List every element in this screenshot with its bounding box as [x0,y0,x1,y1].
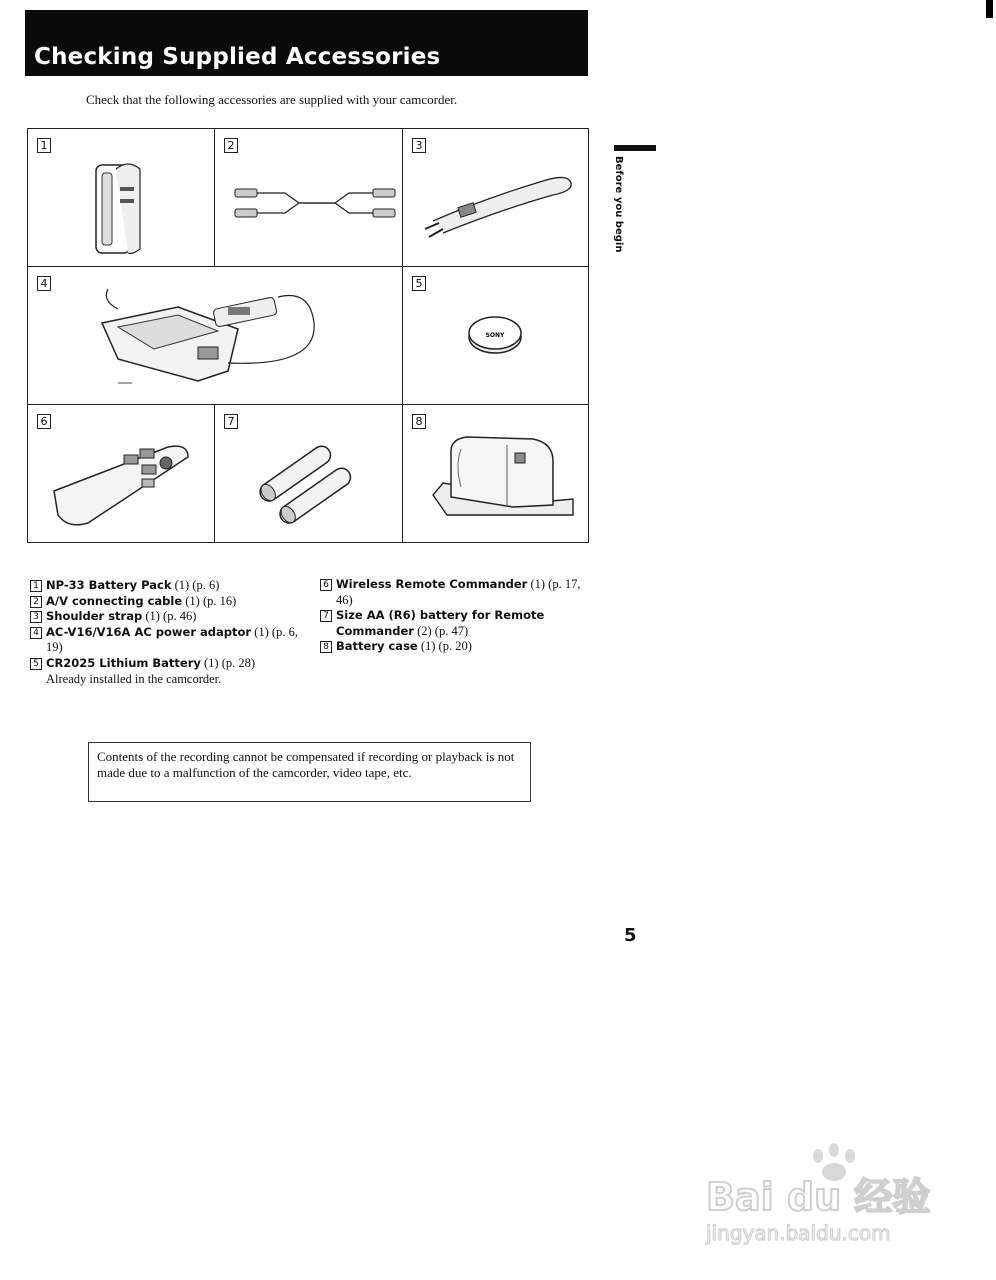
list-item-note: Already installed in the camcorder. [46,671,222,686]
cell-number: 1 [37,138,51,153]
list-item: 1 NP-33 Battery Pack (1) (p. 6) [30,578,315,594]
side-tab-label: Before you begin [613,156,624,253]
list-item: 8 Battery case (1) (p. 20) [320,639,590,655]
list-item: 5 CR2025 Lithium Battery (1) (p. 28) Already installed in the camcorder. [30,656,315,687]
shoulder-strap-icon [403,129,588,266]
aa-batteries-icon [215,405,402,541]
page-number: 5 [624,925,637,946]
side-tab-bar [614,145,656,151]
accessory-list-left [30,578,315,687]
baidu-watermark [700,1140,950,1250]
battery-pack-icon [28,129,214,266]
av-cable-icon [215,129,402,266]
list-item: 3 Shoulder strap (1) (p. 46) [30,609,315,625]
grid-cell-8 [403,405,588,542]
cell-number: 5 [412,276,426,291]
watermark-url: jingyan.baidu.com [706,1221,891,1245]
lithium-battery-icon [403,267,588,404]
grid-cell-4 [28,267,403,405]
cell-number: 2 [224,138,238,153]
cell-number: 6 [37,414,51,429]
intro-text: Check that the following accessories are supplied with your camcorder. [86,92,458,107]
list-item: 6 Wireless Remote Commander (1) (p. 17, 46) [320,577,590,608]
list-item: 4 AC-V16/V16A AC power adaptor (1) (p. 6, 19) [30,625,315,656]
corner-registration-mark [986,0,993,18]
ac-power-adaptor-icon [28,267,402,404]
grid-cell-6 [28,405,215,542]
remote-commander-icon [28,405,214,541]
grid-cell-1 [28,129,215,267]
list-item: 7 Size AA (R6) battery for Remote Commander (2) (p. 47) [320,608,590,639]
grid-cell-7 [215,405,403,542]
grid-cell-5 [403,267,588,405]
page-title: Checking Supplied Accessories [34,44,441,70]
grid-cell-2 [215,129,403,267]
watermark-brand: Bai du 经验 [706,1175,931,1219]
title-bar [25,10,588,76]
coin-cell-label: SONY [485,332,505,339]
cell-number: 7 [224,414,238,429]
accessory-list-right [320,577,590,655]
cell-number: 8 [412,414,426,429]
list-item: 2 A/V connecting cable (1) (p. 16) [30,594,315,610]
cell-number: 4 [37,276,51,291]
grid-cell-3 [403,129,588,267]
accessories-grid [27,128,589,543]
cell-number: 3 [412,138,426,153]
notice-box: Contents of the recording cannot be compensated if recording or playback is not made due to a malfunction of the camcorder, video tape, etc. [88,742,531,802]
battery-case-icon [403,405,588,541]
